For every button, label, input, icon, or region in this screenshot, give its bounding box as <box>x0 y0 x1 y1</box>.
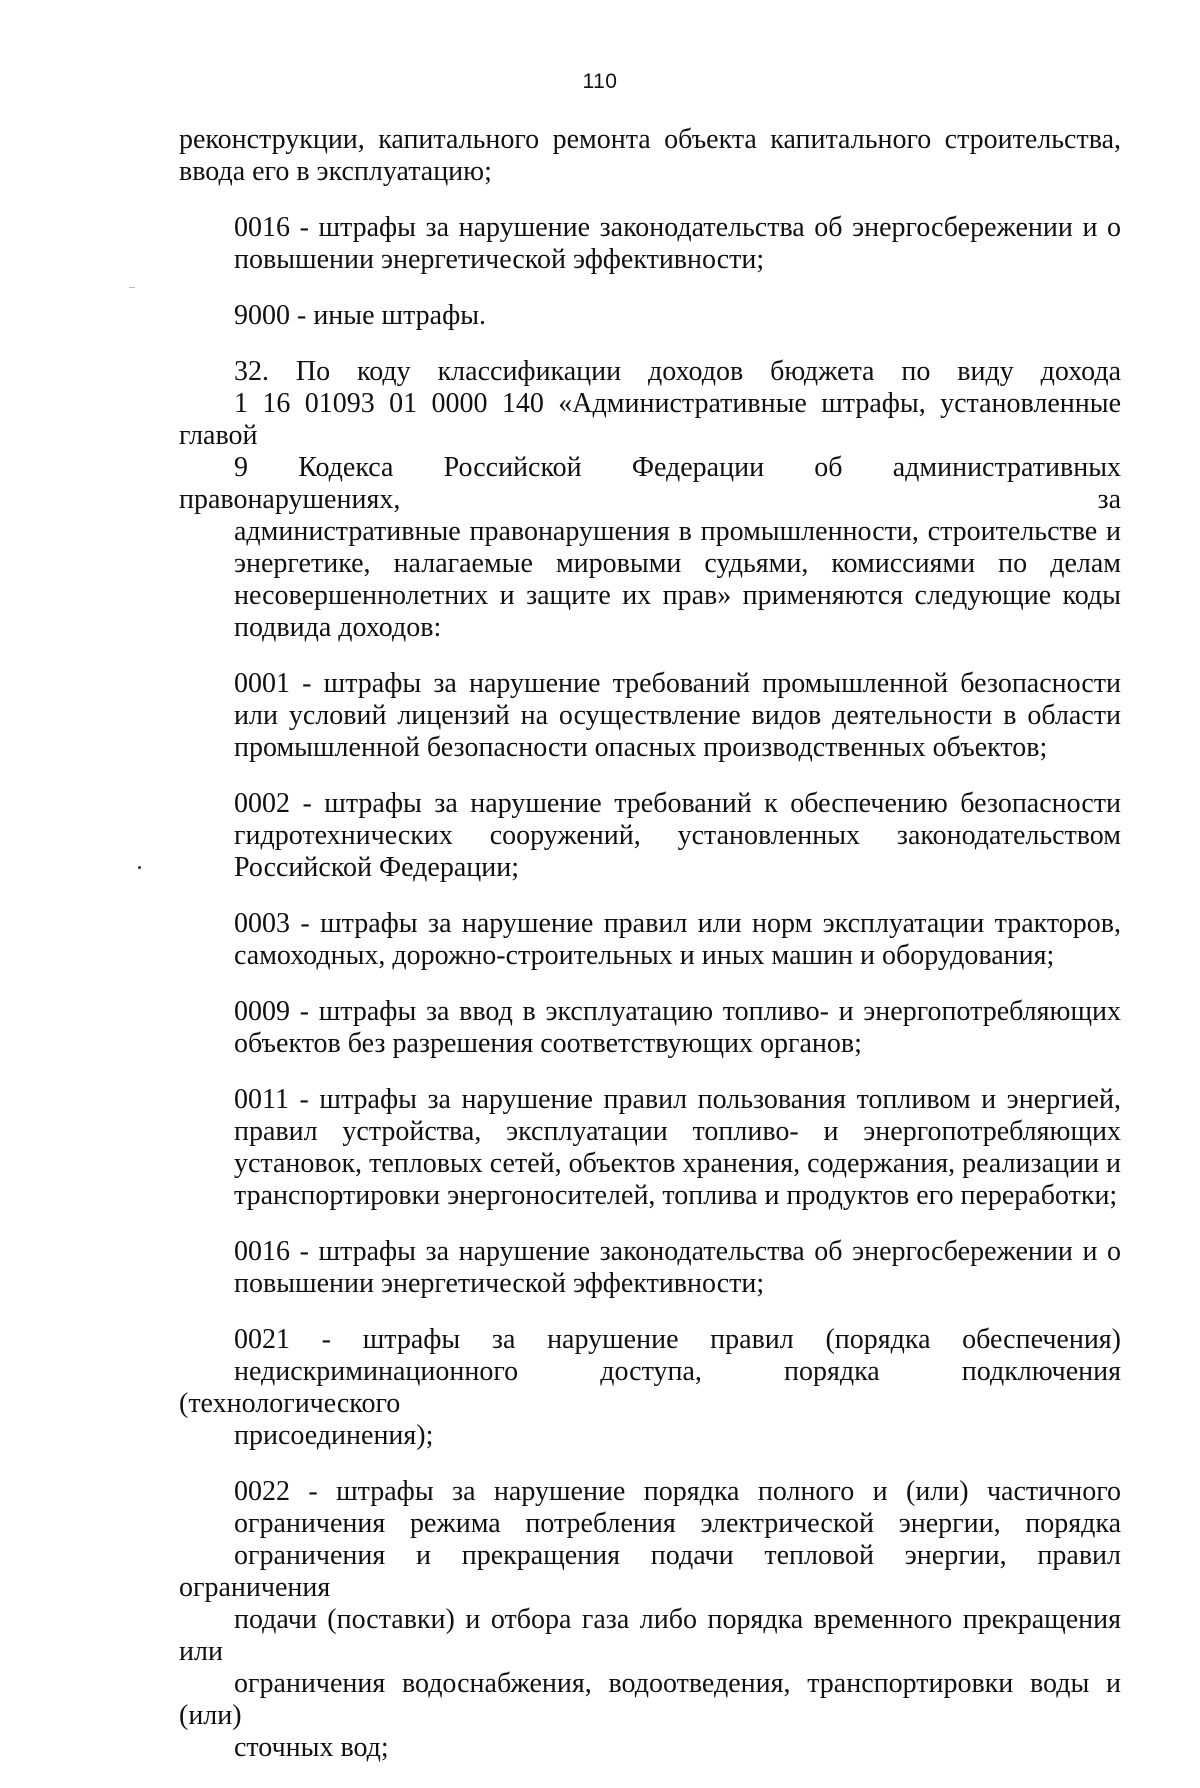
text-line: реконструкции, капитального ремонта объекта капитального строительства, <box>179 124 1121 155</box>
paragraph <box>179 1084 1121 1212</box>
text-line: 0001 - штрафы за нарушение требований промышленной безопасности <box>234 668 1121 699</box>
text-line: объектов без разрешения соответствующих органов; <box>234 1028 862 1059</box>
text-line: ограничения и прекращения подачи тепловой энергии, правил ограничения <box>179 1540 1121 1603</box>
paragraph <box>179 300 1121 332</box>
paragraph <box>179 788 1121 884</box>
text-line: установок, тепловых сетей, объектов хранения, содержания, реализации и <box>234 1148 1121 1179</box>
paragraph <box>179 1236 1121 1300</box>
paragraph <box>179 1476 1121 1764</box>
text-line: недискриминационного доступа, порядка подключения (технологического <box>179 1356 1121 1419</box>
text-line: энергетике, налагаемые мировыми судьями, комиссиями по делам <box>234 548 1121 579</box>
text-line: 0016 - штрафы за нарушение законодательства об энергосбережении и о <box>234 1236 1121 1267</box>
text-line: 0003 - штрафы за нарушение правил или норм эксплуатации тракторов, <box>234 908 1121 939</box>
text-line: 9000 - иные штрафы. <box>234 300 487 331</box>
scan-speck <box>138 866 141 869</box>
text-line: повышении энергетической эффективности; <box>234 1268 765 1299</box>
scan-mark <box>129 287 135 288</box>
paragraph <box>179 356 1121 644</box>
text-line: административные правонарушения в промышленности, строительстве и <box>234 516 1121 547</box>
text-line: 1 16 01093 01 0000 140 «Административные штрафы, установленные главой <box>179 388 1121 451</box>
text-line: транспортировки энергоносителей, топлива и продуктов его переработки; <box>234 1180 1118 1211</box>
paragraph <box>179 668 1121 764</box>
document-body <box>179 124 1121 1788</box>
text-line: промышленной безопасности опасных производственных объектов; <box>234 732 1048 763</box>
text-line: ввода его в эксплуатацию; <box>179 156 492 187</box>
paragraph <box>179 212 1121 276</box>
text-line: или условий лицензий на осуществление видов деятельности в области <box>234 700 1121 731</box>
text-line: 0002 - штрафы за нарушение требований к обеспечению безопасности <box>234 788 1121 819</box>
paragraph <box>179 908 1121 972</box>
text-line: 0021 - штрафы за нарушение правил (порядка обеспечения) <box>234 1324 1121 1355</box>
text-line: 0022 - штрафы за нарушение порядка полного и (или) частичного <box>234 1476 1121 1507</box>
text-line: ограничения водоснабжения, водоотведения, транспортировки воды и (или) <box>179 1668 1121 1731</box>
text-line: самоходных, дорожно-строительных и иных машин и оборудования; <box>234 940 1055 971</box>
paragraph <box>179 1324 1121 1452</box>
paragraph <box>179 124 1121 188</box>
text-line: 0016 - штрафы за нарушение законодательства об энергосбережении и о <box>234 212 1121 243</box>
text-line: 9 Кодекса Российской Федерации об административных правонарушениях, за <box>179 452 1121 515</box>
text-line: несовершеннолетних и защите их прав» применяются следующие коды <box>234 580 1121 611</box>
text-line: повышении энергетической эффективности; <box>234 244 765 275</box>
text-line: ограничения режима потребления электрической энергии, порядка <box>234 1508 1121 1539</box>
text-line: сточных вод; <box>234 1732 389 1763</box>
text-line: подачи (поставки) и отбора газа либо порядка временного прекращения или <box>179 1604 1121 1667</box>
text-line: подвида доходов: <box>234 612 442 643</box>
text-line: Российской Федерации; <box>234 852 520 883</box>
text-line: присоединения); <box>234 1420 434 1451</box>
page-number: 110 <box>582 70 618 93</box>
text-line: 32. По коду классификации доходов бюджета по виду дохода <box>234 356 1121 387</box>
text-line: 0011 - штрафы за нарушение правил пользования топливом и энергией, <box>234 1084 1121 1115</box>
text-line: 0009 - штрафы за ввод в эксплуатацию топливо- и энергопотребляющих <box>234 996 1121 1027</box>
text-line: правил устройства, эксплуатации топливо- и энергопотребляющих <box>234 1116 1121 1147</box>
paragraph <box>179 996 1121 1060</box>
text-line: гидротехнических сооружений, установленных законодательством <box>234 820 1121 851</box>
